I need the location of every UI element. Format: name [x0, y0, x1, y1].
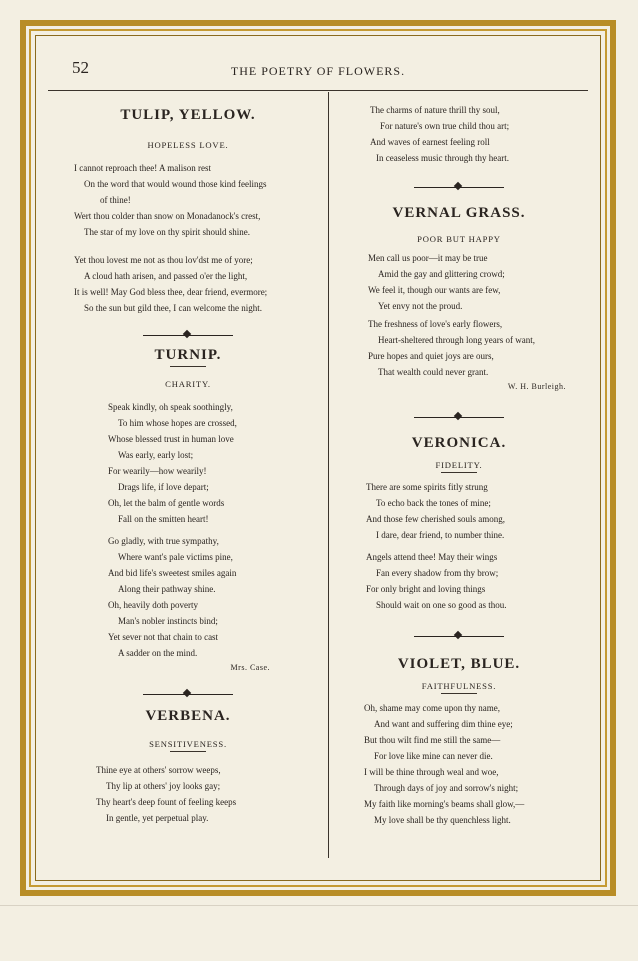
poem-line: On the word that would wound those kind feelings	[84, 179, 267, 189]
poem-line: I dare, dear friend, to number thine.	[376, 530, 505, 540]
poem-stanza	[330, 479, 588, 543]
poem-stanza	[48, 160, 328, 240]
poem-line: Whose blessed trust in human love	[108, 434, 234, 444]
poem-line: There are some spirits fitly strung	[366, 482, 488, 492]
poem-stanza	[48, 533, 328, 661]
poem-subtitle: FAITHFULNESS.	[421, 681, 497, 691]
poem-violet	[330, 653, 588, 828]
section-separator	[414, 631, 504, 641]
poem-line: Where want's pale victims pine,	[118, 552, 233, 562]
poem-title: VERBENA.	[145, 708, 231, 724]
poem-line: Oh, heavily doth poverty	[108, 600, 198, 610]
poem-line: It is well! May God bless thee, dear friend, evermore;	[74, 287, 268, 297]
poem-title: VERONICA.	[411, 435, 507, 451]
poem-line: Along their pathway shine.	[118, 584, 216, 594]
poem-line: Oh, let the balm of gentle words	[108, 498, 225, 508]
poem-line: For nature's own true child thou art;	[380, 121, 510, 131]
poem-line: We feel it, though our wants are few,	[368, 285, 501, 295]
poem-verbena-continued	[330, 102, 588, 166]
poem-line: So the sun but gild thee, I can welcome the night.	[84, 303, 262, 313]
poem-line: For love like mine can never die.	[374, 751, 493, 761]
poem-line: To echo back the tones of mine;	[376, 498, 491, 508]
poem-title: TULIP, YELLOW.	[120, 107, 256, 123]
poem-line: Through days of joy and sorrow's night;	[374, 783, 519, 793]
column-divider	[328, 92, 329, 858]
poem-stanza	[330, 549, 588, 613]
poem-line: Fan every shadow from thy brow;	[376, 568, 499, 578]
left-column	[48, 92, 328, 862]
poem-stanza	[48, 399, 328, 527]
poem-line: The star of my love on thy spirit should shine.	[84, 227, 250, 237]
poem-subtitle: HOPELESS LOVE.	[147, 140, 229, 150]
poem-line: Pure hopes and quiet joys are ours,	[368, 351, 494, 361]
poem-line: I will be thine through weal and woe,	[364, 767, 499, 777]
poem-line: I cannot reproach thee! A malison rest	[74, 163, 211, 173]
right-column	[330, 92, 588, 862]
poem-line: That wealth could never grant.	[378, 367, 489, 377]
poem-line: Thy lip at others' joy looks gay;	[106, 781, 221, 791]
poem-line: Man's nobler instincts bind;	[118, 616, 218, 626]
poem-line: Angels attend thee! May their wings	[366, 552, 498, 562]
poem-attribution: Mrs. Case.	[230, 663, 270, 672]
poem-line: Yet thou lovest me not as thou lov'dst me of yore;	[74, 255, 253, 265]
page-number: 52	[72, 58, 89, 77]
poem-line: And bid life's sweetest smiles again	[108, 568, 237, 578]
poem-line: Drags life, if love depart;	[118, 482, 209, 492]
poem-line: In gentle, yet perpetual play.	[106, 813, 209, 823]
poem-line: My love shall be thy quenchless light.	[374, 815, 511, 825]
poem-line: Wert thou colder than snow on Monadanock's crest,	[74, 211, 261, 221]
poem-subtitle: SENSITIVENESS.	[149, 739, 227, 749]
poem-line: And waves of earnest feeling roll	[370, 137, 490, 147]
poem-stanza	[330, 250, 588, 314]
poem-line: Heart-sheltered through long years of want,	[378, 335, 535, 345]
poem-title: TURNIP.	[154, 347, 222, 363]
poem-stanza	[330, 316, 588, 380]
poem-attribution: W. H. Burleigh.	[507, 382, 566, 391]
poem-line: A sadder on the mind.	[118, 648, 198, 658]
poem-line: Oh, shame may come upon thy name,	[364, 703, 500, 713]
poem-line: And want and suffering dim thine eye;	[374, 719, 513, 729]
poem-turnip	[48, 344, 328, 675]
section-separator	[143, 330, 233, 340]
page-header	[48, 58, 588, 84]
page-edge	[0, 905, 638, 906]
poem-vernal-grass	[330, 202, 588, 394]
poem-line: Speak kindly, oh speak soothingly,	[108, 402, 233, 412]
poem-line: A cloud hath arisen, and passed o'er the light,	[84, 271, 248, 281]
poem-veronica	[330, 432, 588, 613]
poem-line: of thine!	[100, 195, 131, 205]
poem-line: In ceaseless music through thy heart.	[376, 153, 509, 163]
poem-line: Men call us poor—it may be true	[368, 253, 488, 263]
running-title: THE POETRY OF FLOWERS.	[230, 64, 406, 78]
poem-line: The charms of nature thrill thy soul,	[370, 105, 500, 115]
poem-line: Thy heart's deep fount of feeling keeps	[96, 797, 237, 807]
poem-verbena	[48, 705, 328, 826]
poem-line: My faith like morning's beams shall glow,—	[364, 799, 525, 809]
section-separator	[414, 182, 504, 192]
poem-line: Yet sever not that chain to cast	[108, 632, 219, 642]
poem-subtitle: CHARITY.	[165, 379, 211, 389]
section-separator	[414, 412, 504, 422]
poem-line: To him whose hopes are crossed,	[118, 418, 237, 428]
poem-subtitle: POOR BUT HAPPY	[417, 234, 501, 244]
poem-line: For only bright and loving things	[366, 584, 486, 594]
poem-line: Should wait on one so good as thou.	[376, 600, 507, 610]
poem-line: Thine eye at others' sorrow weeps,	[96, 765, 221, 775]
poem-line: Go gladly, with true sympathy,	[108, 536, 219, 546]
poem-line: Yet envy not the proud.	[378, 301, 463, 311]
poem-line: Was early, early lost;	[118, 450, 194, 460]
poem-line: And those few cherished souls among,	[366, 514, 505, 524]
poem-line: Fall on the smitten heart!	[118, 514, 209, 524]
poem-stanza	[330, 700, 588, 828]
section-separator	[143, 689, 233, 699]
poem-stanza	[48, 762, 328, 826]
poem-tulip	[48, 104, 328, 316]
poem-title: VIOLET, BLUE.	[397, 656, 521, 672]
poem-stanza	[48, 252, 328, 316]
poem-line: Amid the gay and glittering crowd;	[378, 269, 505, 279]
poem-line: For wearily—how wearily!	[108, 466, 207, 476]
header-rule	[48, 90, 588, 91]
poem-line: But thou wilt find me still the same—	[364, 735, 501, 745]
poem-subtitle: FIDELITY.	[435, 460, 483, 470]
poem-line: The freshness of love's early flowers,	[368, 319, 503, 329]
poem-title: VERNAL GRASS.	[392, 205, 526, 221]
